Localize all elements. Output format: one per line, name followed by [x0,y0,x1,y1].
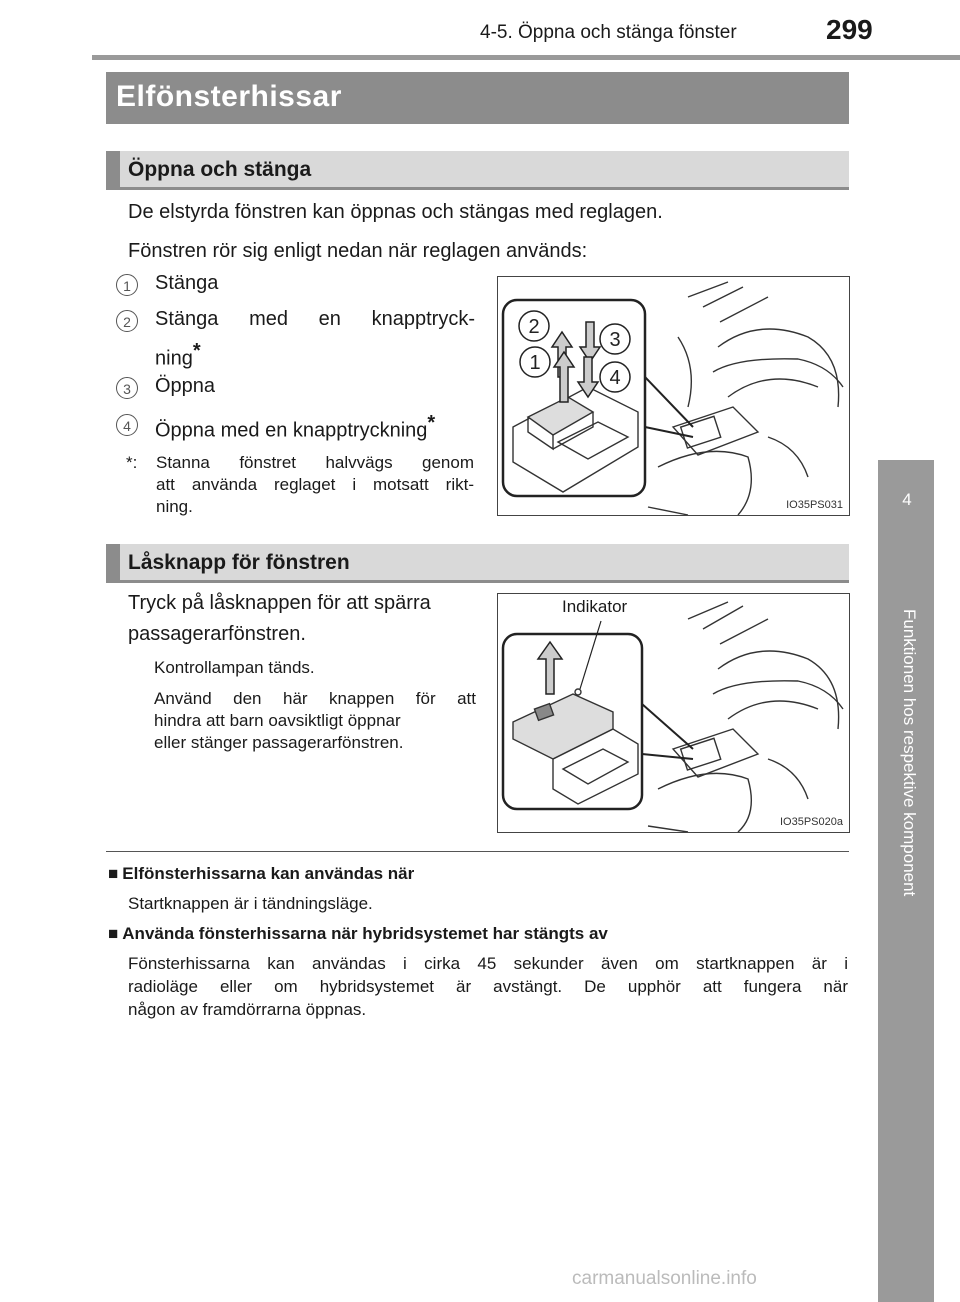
item-text-2b: ning* [155,340,201,370]
footnote-line-2: att använda reglaget i motsatt rikt- [156,475,474,494]
item-text-3: Öppna [155,375,216,397]
figure-drawing [498,594,849,832]
page-number: 299 [826,14,873,45]
chapter-number: 4 [902,490,912,509]
item-text-1: Stänga [155,272,219,294]
chapter-title: Funktionen hos respektive komponent [900,609,919,897]
callout-2: 2 [528,316,540,338]
item-number-4: 4 [116,414,138,436]
indicator-label: Indikator [562,597,628,616]
item-number-3: 3 [116,377,138,399]
footnote-mark: *: [126,453,138,472]
section2-sub2-line-1: Använd den här knappen för att [154,689,476,708]
section1-intro2: Fönstren rör sig enligt nedan när reglagen används: [128,240,588,262]
callout-1: 1 [529,352,541,374]
figure-window-lock-switch [497,593,850,833]
footnote-line-1: Stanna fönstret halvvägs genom [156,453,474,472]
figure-drawing [498,277,849,515]
header-rule [92,55,960,60]
note1-line-1: Startknappen är i tändningsläge. [128,894,373,913]
section-header: 4-5. Öppna och stänga fönster [480,22,737,43]
item-text-4: Öppna med en knapptryckning* [155,412,436,442]
section1-intro1: De elstyrda fönstren kan öppnas och stängas med reglagen. [128,201,663,223]
section1-accent [106,151,120,190]
section2-sub1: Kontrollampan tänds. [154,658,315,677]
section2-text-line-2: passagerarfönstren. [128,623,306,645]
footnote-line-3: ning. [156,497,193,516]
figure2-code: IO35PS020a [780,816,843,828]
figure1-code: IO35PS031 [786,499,843,511]
callout-3: 3 [609,329,621,351]
section2-sub2-line-3: eller stänger passagerarfönstren. [154,733,404,752]
note2-line-1: Fönsterhissarna kan användas i cirka 45 sekunder även om startknappen är i [128,954,848,973]
section1-title: Öppna och stänga [128,158,312,181]
item-number-1: 1 [116,274,138,296]
item-text-2a: Stänga med en knapptryck- [155,308,475,330]
note2-heading: ■ Använda fönsterhissarna när hybridsystemet har stängts av [108,924,608,943]
notes-divider [106,851,849,852]
section2-text-line-1: Tryck på låsknappen för att spärra [128,592,431,614]
main-title: Elfönsterhissar [116,80,342,113]
note2-line-3: någon av framdörrarna öppnas. [128,1000,367,1019]
item-number-2: 2 [116,310,138,332]
section2-accent [106,544,120,583]
callout-4: 4 [609,367,621,389]
note2-line-2: radioläge eller om hybridsystemet är avstängt. De upphör att fungera när [128,977,848,996]
section2-sub2-line-2: hindra att barn oavsiktligt öppnar [154,711,401,730]
figure-power-window-switch [497,276,850,516]
watermark: carmanualsonline.info [572,1268,757,1289]
section2-title: Låsknapp för fönstren [128,551,350,574]
note1-heading: ■ Elfönsterhissarna kan användas när [108,864,415,883]
